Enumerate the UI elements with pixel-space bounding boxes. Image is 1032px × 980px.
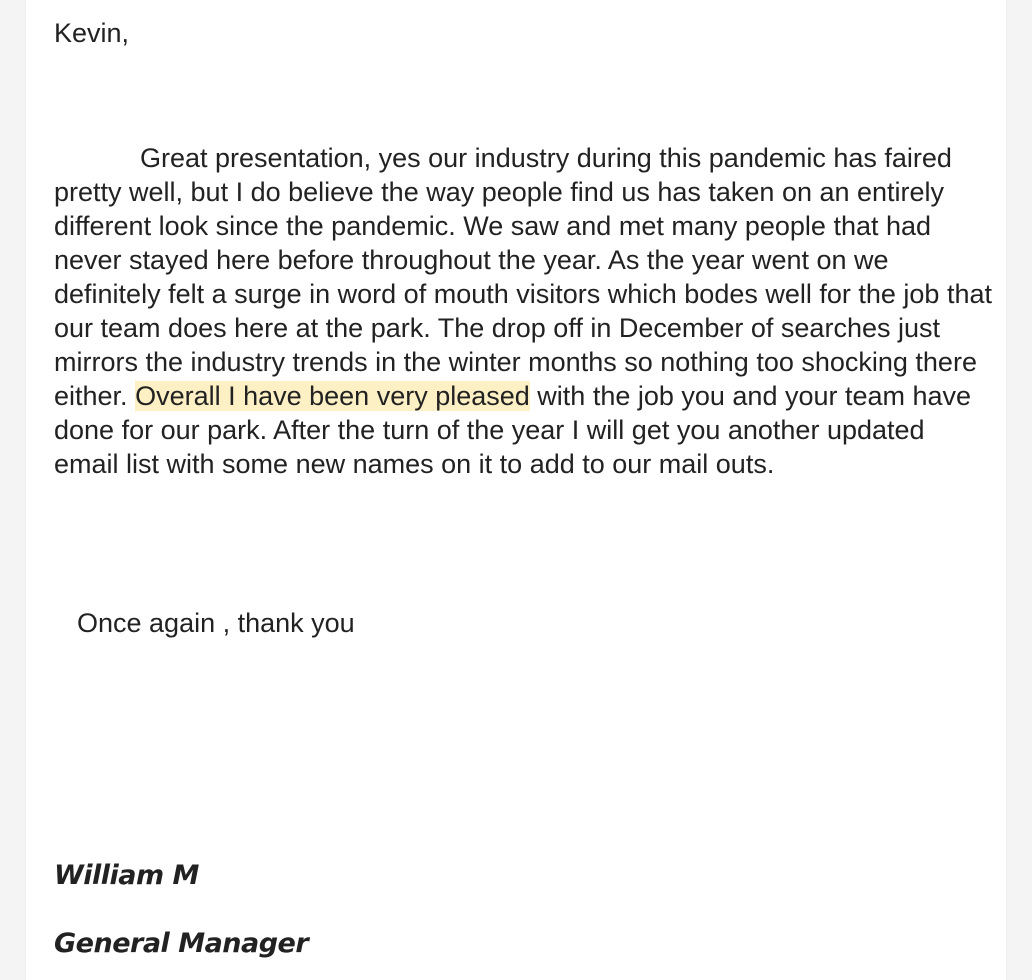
highlighted-text: Overall I have been very pleased <box>135 381 530 411</box>
body-paragraph <box>54 141 994 481</box>
body-text-part1: Great presentation, yes our industry during this pandemic has faired pretty well, but I do believe the way people find us has taken on an entirely different look since the pandemic. We saw and met many people that had never stayed here before throughout the year. As the year went on we definitely felt a surge in word of mouth visitors which bodes well for the job that our team does here at the park. The drop off in December of searches just mirrors the industry trends in the winter months so nothing too shocking there either. <box>54 143 992 411</box>
email-body <box>26 0 1006 980</box>
signature-title: General Manager <box>54 928 309 959</box>
signature-name: William M <box>54 860 199 891</box>
body-text-part2: with the job you and your team have done for our park. After the turn of the year I will get you another updated email list with some new names on it to add to our mail outs. <box>54 381 972 479</box>
greeting: Kevin, <box>54 18 130 48</box>
closing-line: Once again , thank you <box>77 608 355 638</box>
